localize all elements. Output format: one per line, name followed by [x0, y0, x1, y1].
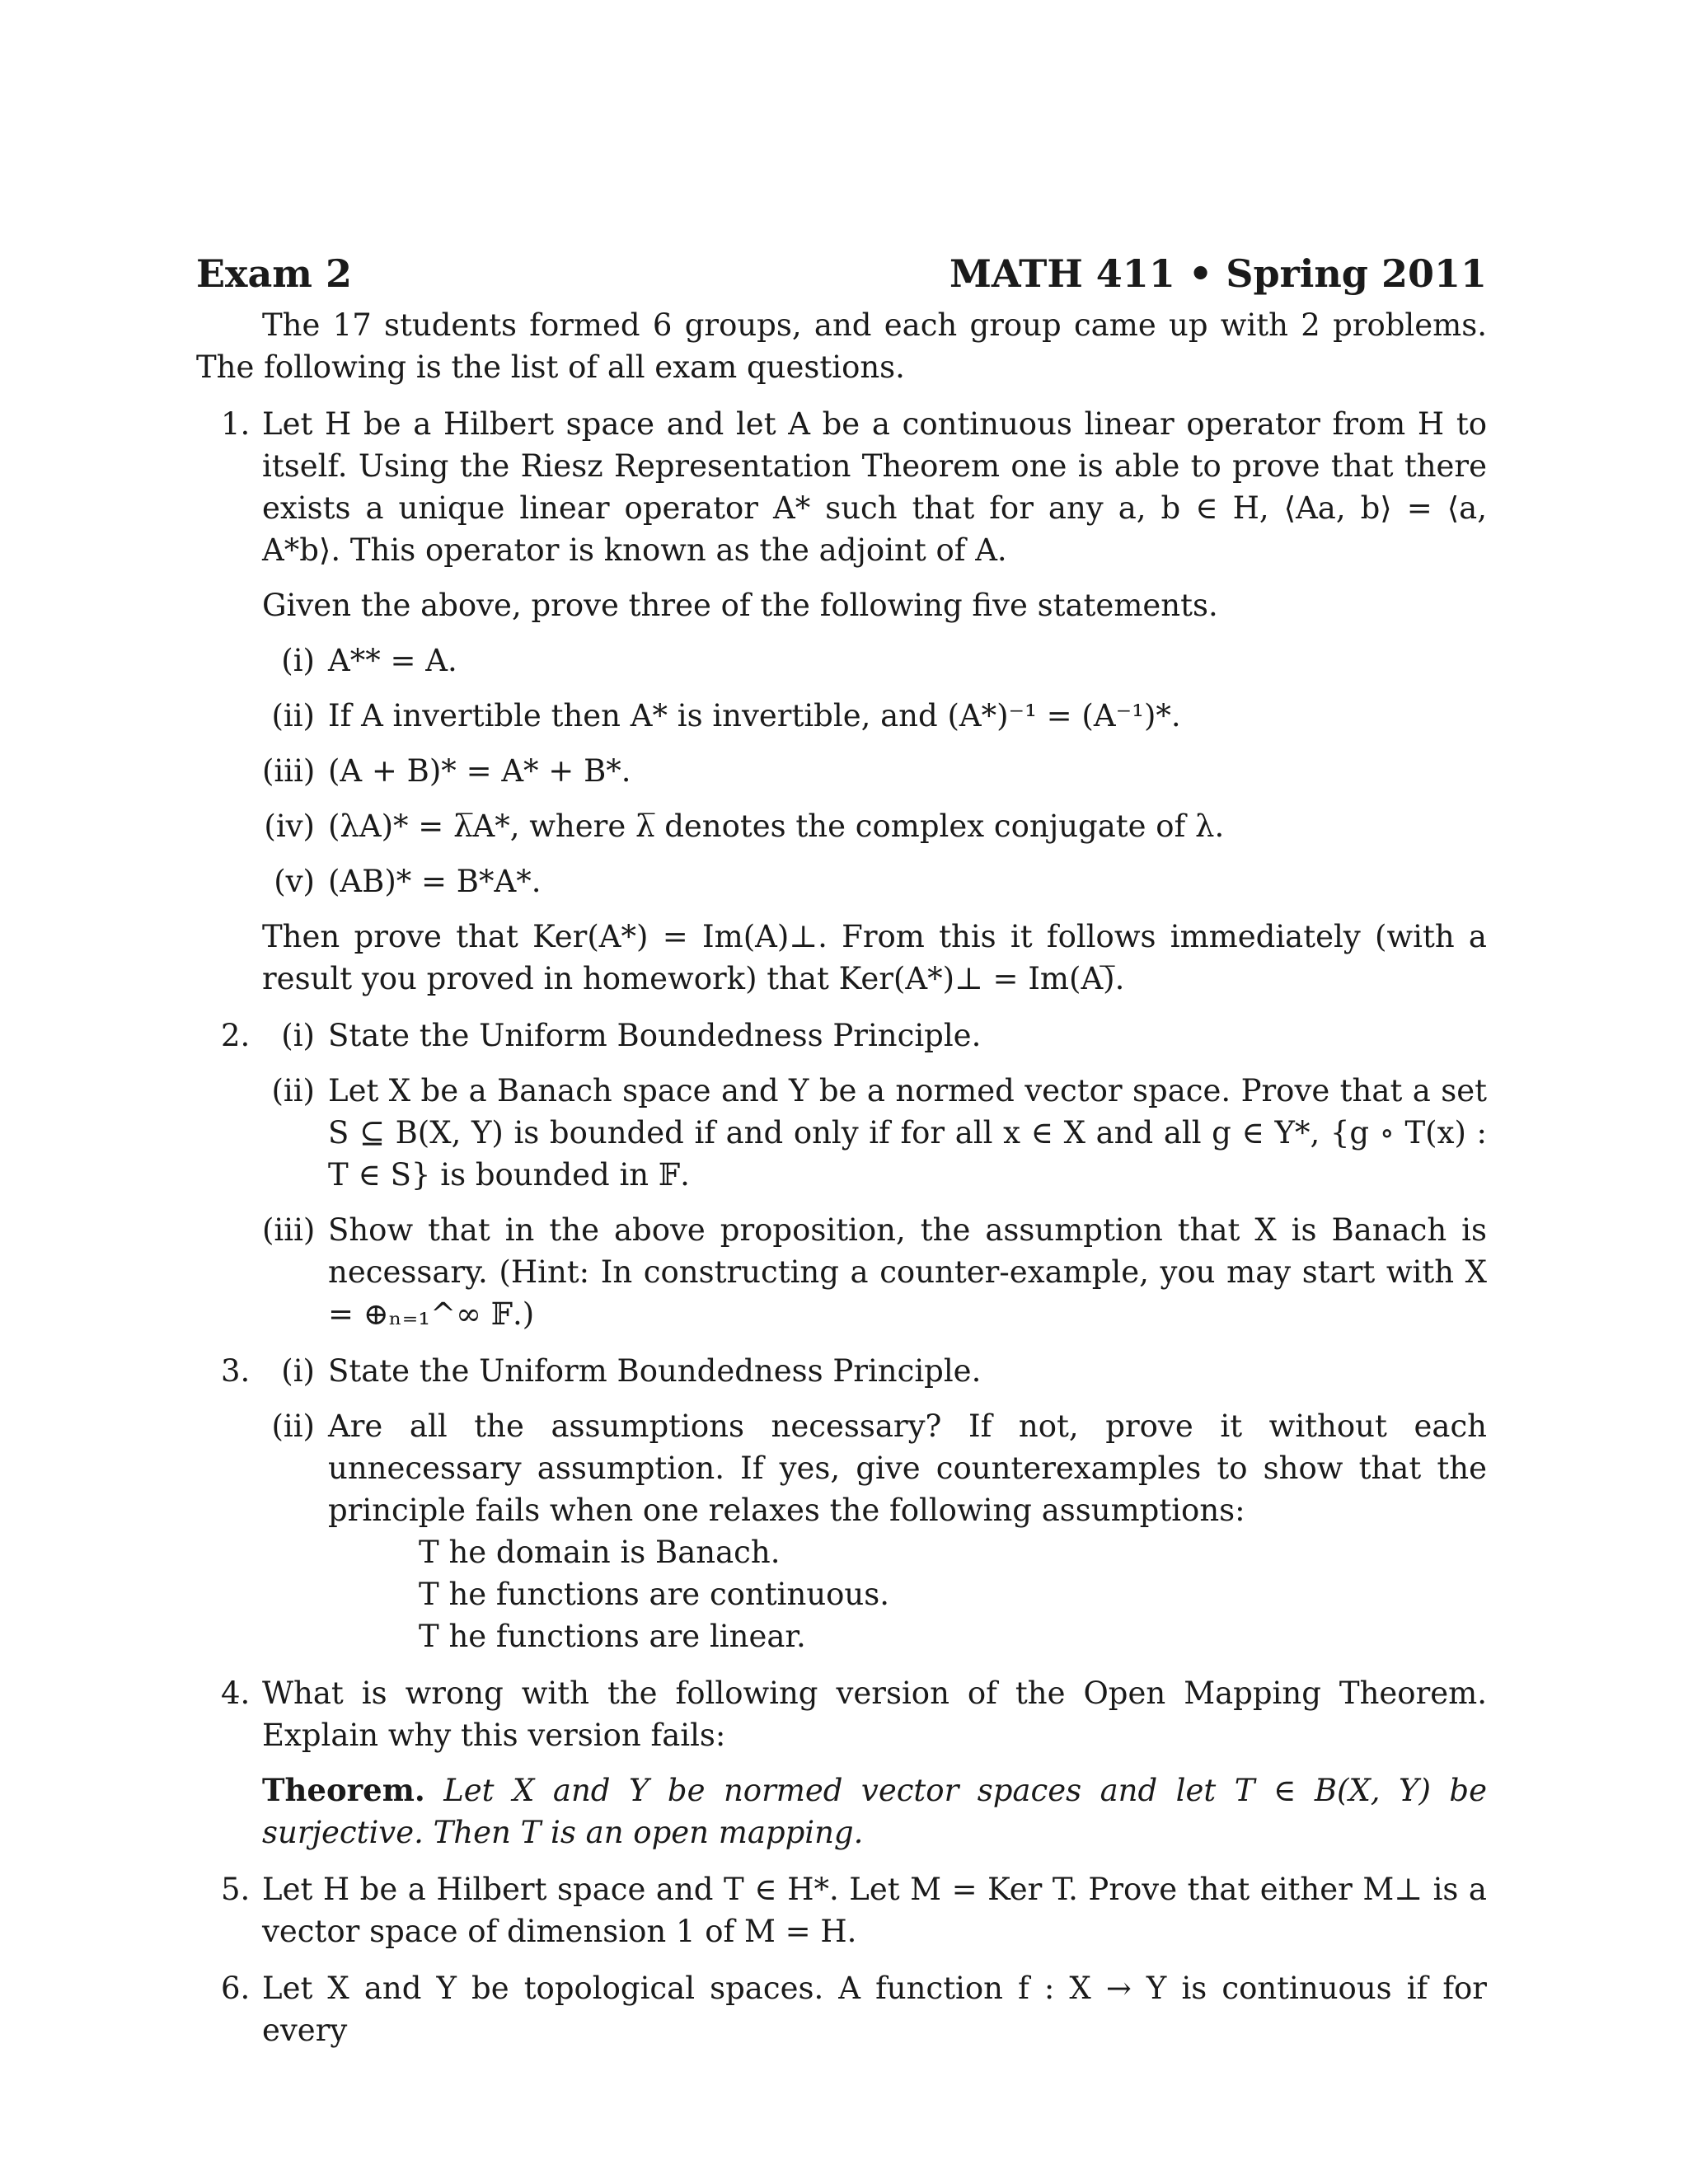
sub-question-text: Let X be a Banach space and Y be a normed vector space. Prove that a set S ⊆ B(X, Y) is bounded if and only if for all x ∈ X and all g ∈ Y*, {g ∘ T(x) : T ∈ S} is bounded in 𝔽. [328, 1073, 1487, 1193]
sub-question [262, 805, 1487, 847]
sub-question [262, 695, 1487, 737]
exam-body [196, 304, 1487, 2051]
theorem-label: Theorem. [262, 1772, 425, 1808]
question-4 [196, 1672, 1487, 1854]
sub-question [262, 1070, 1487, 1196]
sub-question-text: (λA)* = λ̅A*, where λ̅ denotes the complex conjugate of λ. [328, 808, 1225, 844]
sub-question [262, 750, 1487, 792]
theorem-body: Let X and Y be normed vector spaces and let T ∈ B(X, Y) be surjective. Then T is an open mapping. [262, 1773, 1487, 1850]
course-info: MATH 411 • Spring 2011 [950, 251, 1487, 296]
question-number: 5. [221, 1872, 251, 1907]
question-2 [196, 1015, 1487, 1335]
theorem-statement [262, 1769, 1487, 1854]
sub-question-number: (v) [274, 864, 315, 899]
sub-question-text: A** = A. [328, 643, 457, 678]
sub-question-text: (AB)* = B*A*. [328, 864, 542, 899]
question-number: 4. [221, 1675, 251, 1711]
question-3 [196, 1350, 1487, 1657]
sub-question [262, 640, 1487, 682]
sub-question-number: (ii) [271, 698, 315, 733]
sub-question-text: Are all the assumptions necessary? If not, prove it without each unnecessary assumption. If yes, give counterexamples to show that the principle fails when one relaxes the following assumptions: [328, 1408, 1487, 1528]
assumption-line: T he domain is Banach. [419, 1535, 781, 1570]
sub-question [262, 1209, 1487, 1335]
assumption-line: T he functions are linear. [419, 1619, 806, 1654]
sub-question-text: Show that in the above proposition, the assumption that X is Banach is necessary. (Hint: In constructing a counter-example, you may start with X = ⊕ₙ₌₁^∞ 𝔽.) [328, 1212, 1487, 1332]
sub-question-text: If A invertible then A* is invertible, and (A*)⁻¹ = (A⁻¹)*. [328, 698, 1181, 733]
sub-question-number: (iii) [262, 1212, 316, 1248]
question-number: 1. [221, 406, 251, 442]
question-followup: Then prove that Ker(A*) = Im(A)⊥. From this it follows immediately (with a result you proved in homework) that Ker(A*)⊥ = Im(A)̅. [262, 919, 1487, 996]
sub-question-text: State the Uniform Boundedness Principle. [328, 1353, 982, 1389]
exam-page [196, 243, 1487, 2051]
question-text: Let X and Y be topological spaces. A function f : X → Y is continuous if for every [262, 1971, 1487, 2048]
exam-title: Exam 2 [196, 251, 352, 296]
question-instruction: Given the above, prove three of the following five statements. [262, 588, 1218, 623]
question-5 [196, 1868, 1487, 1952]
sub-question [262, 1015, 1487, 1057]
sub-question [262, 1350, 1487, 1392]
sub-question [262, 1405, 1487, 1657]
page-header [196, 243, 1487, 301]
sub-question-number: (ii) [271, 1408, 315, 1444]
sub-question-number: (ii) [271, 1073, 315, 1108]
sub-question-text: State the Uniform Boundedness Principle. [328, 1018, 982, 1053]
question-text: Let H be a Hilbert space and let A be a continuous linear operator from H to itself. Using the Riesz Representation Theorem one is able to prove that there exists a unique linear operator A* such that for any a, b ∈ H, ⟨Aa, b⟩ = ⟨a, A*b⟩. This operator is known as the adjoint of A. [262, 406, 1487, 568]
intro-paragraph: The 17 students formed 6 groups, and each group came up with 2 problems. The following is the list of all exam questions. [196, 307, 1487, 385]
sub-question-text: (A + B)* = A* + B*. [328, 753, 631, 789]
question-number: 2. [221, 1018, 251, 1053]
question-text: What is wrong with the following version of the Open Mapping Theorem. Explain why this version fails: [262, 1675, 1487, 1753]
sub-question [262, 860, 1487, 902]
sub-question-number: (iii) [262, 753, 316, 789]
sub-question-number: (i) [281, 643, 315, 678]
sub-question-number: (i) [281, 1353, 315, 1389]
question-number: 6. [221, 1971, 251, 2006]
sub-question-number: (i) [281, 1018, 315, 1053]
sub-question-number: (iv) [264, 808, 315, 844]
question-text: Let H be a Hilbert space and T ∈ H*. Let M = Ker T. Prove that either M⊥ is a vector space of dimension 1 of M = H. [262, 1872, 1487, 1949]
question-1 [196, 403, 1487, 1000]
question-6 [196, 1967, 1487, 2051]
assumption-line: T he functions are continuous. [419, 1577, 890, 1612]
question-number: 3. [221, 1353, 251, 1389]
